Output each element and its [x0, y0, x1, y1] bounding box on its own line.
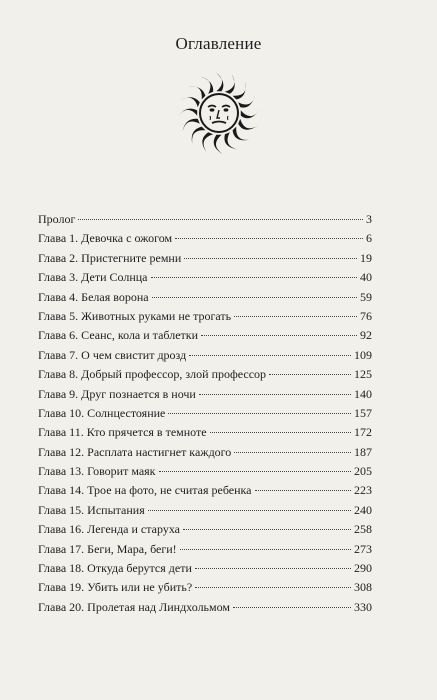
toc-entry-page: 273: [354, 541, 372, 556]
dot-leader: [168, 413, 351, 414]
toc-entry-title: Глава 2. Пристегните ремни: [38, 250, 182, 265]
toc-entry-title: Глава 9. Друг познается в ночи: [38, 386, 196, 401]
toc-entry-page: 187: [354, 444, 372, 459]
toc-entry-page: 308: [354, 580, 372, 595]
toc-entry-title: Глава 11. Кто прячется в темноте: [38, 425, 207, 440]
toc-entry: [38, 561, 372, 580]
sun-ray: [214, 135, 223, 154]
dot-leader: [78, 219, 363, 220]
toc-entry: [38, 387, 372, 406]
dot-leader: [255, 490, 351, 491]
toc-entry: [38, 367, 372, 386]
toc-entry-page: 157: [354, 405, 372, 420]
toc-entry-page: 205: [354, 464, 372, 479]
toc-entry: [38, 251, 372, 270]
dot-leader: [180, 549, 351, 550]
toc-entry-page: 240: [354, 502, 372, 517]
toc-entry-page: 6: [366, 231, 372, 246]
dot-leader: [269, 374, 351, 375]
toc-entry: [38, 503, 372, 522]
dot-leader: [234, 316, 357, 317]
toc-entry-title: Глава 8. Добрый профессор, злой профессор: [38, 367, 267, 382]
dot-leader: [184, 258, 357, 259]
toc-entry-title: Глава 16. Легенда и старуха: [38, 522, 180, 537]
dot-leader: [159, 471, 351, 472]
toc-entry: [38, 406, 372, 425]
dot-leader: [175, 238, 363, 239]
toc-entry-title: Глава 19. Убить или не убить?: [38, 580, 193, 595]
toc-entry: [38, 212, 372, 231]
dot-leader: [148, 510, 351, 511]
toc-entry-title: Пролог: [38, 212, 76, 226]
toc-entry-title: Глава 3. Дети Солнца: [38, 270, 148, 285]
sun-ray: [216, 72, 224, 91]
toc-entry-title: Глава 1. Девочка с ожогом: [38, 231, 173, 246]
toc-entry-title: Глава 13. Говорит маяк: [38, 464, 156, 479]
toc-entry-page: 140: [354, 386, 372, 401]
toc-entry: [38, 348, 372, 367]
sun-ray: [238, 119, 258, 130]
toc-entry-page: 59: [360, 289, 372, 304]
toc-entry-title: Глава 6. Сеанс, кола и таблетки: [38, 328, 199, 343]
sun-ray: [225, 74, 235, 94]
toc-entry-page: 92: [360, 328, 372, 343]
toc-entry-title: Глава 4. Белая ворона: [38, 289, 149, 304]
toc-entry-title: Глава 14. Трое на фото, не считая ребенка: [38, 483, 252, 498]
dot-leader: [234, 452, 351, 453]
toc-entry-page: 172: [354, 425, 372, 440]
toc-entry-page: 223: [354, 483, 372, 498]
toc-entry: [38, 231, 372, 250]
toc-entry-title: Глава 17. Беги, Мара, беги!: [38, 541, 177, 556]
dot-leader: [189, 355, 351, 356]
sun-face-icon: [174, 68, 264, 158]
sun-ray: [180, 97, 200, 107]
sun-ray: [241, 110, 260, 119]
table-of-contents: [38, 212, 372, 619]
toc-entry: [38, 290, 372, 309]
toc-entry-title: Глава 7. О чем свистит дрозд: [38, 347, 187, 362]
toc-entry-title: Глава 10. Солнцестояние: [38, 405, 166, 420]
toc-entry-title: Глава 5. Животных руками не трогать: [38, 308, 232, 323]
toc-entry-page: 125: [354, 367, 372, 382]
toc-entry-page: 258: [354, 522, 372, 537]
dot-leader: [195, 587, 351, 588]
sun-ray: [202, 132, 213, 152]
toc-entry: [38, 328, 372, 347]
toc-entry-page: 40: [360, 270, 372, 285]
dot-leader: [183, 529, 351, 530]
toc-entry: [38, 483, 372, 502]
toc-entry: [38, 542, 372, 561]
toc-entry-page: 3: [366, 212, 372, 226]
dot-leader: [199, 394, 351, 395]
dot-leader: [152, 297, 357, 298]
dot-leader: [201, 335, 357, 336]
toc-entry: [38, 270, 372, 289]
toc-entry-title: Глава 15. Испытания: [38, 502, 145, 517]
toc-entry: [38, 445, 372, 464]
page-title: Оглавление: [175, 34, 262, 53]
dot-leader: [233, 607, 351, 608]
toc-entry: [38, 580, 372, 599]
toc-entry: [38, 522, 372, 541]
dot-leader: [195, 568, 351, 569]
toc-entry-page: 330: [354, 599, 372, 614]
toc-entry: [38, 425, 372, 444]
sun-ray: [178, 109, 197, 117]
toc-entry-page: 19: [360, 250, 372, 265]
dot-leader: [210, 432, 351, 433]
toc-entry-title: Глава 18. Откуда берутся дети: [38, 561, 192, 576]
toc-entry-title: Глава 12. Расплата настигнет каждого: [38, 444, 232, 459]
toc-entry-page: 76: [360, 308, 372, 323]
toc-entry: [38, 464, 372, 483]
toc-entry: [38, 600, 372, 619]
toc-entry-page: 109: [354, 347, 372, 362]
toc-entry: [38, 309, 372, 328]
dot-leader: [151, 277, 357, 278]
toc-entry-title: Глава 20. Пролетая над Линдхольмом: [38, 599, 230, 614]
toc-entry-page: 290: [354, 561, 372, 576]
